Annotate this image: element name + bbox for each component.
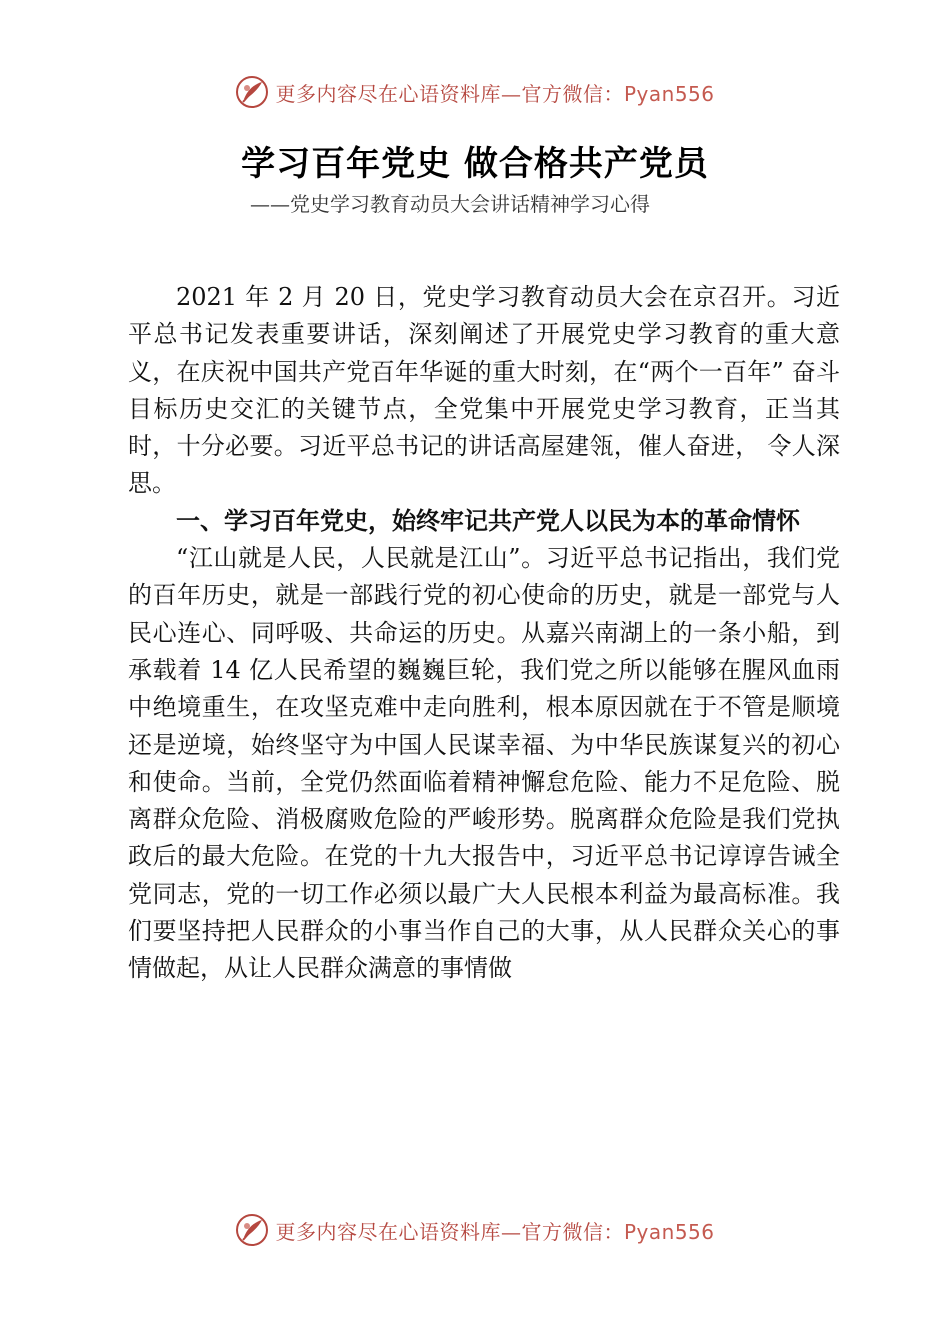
banner-text [275, 1216, 714, 1245]
quill-logo-icon [235, 1213, 269, 1247]
document-title: 学习百年党史 做合格共产党员 [241, 144, 709, 184]
document-body [128, 279, 840, 988]
wechat-id: Pyan556 [623, 1219, 715, 1244]
quill-logo-icon [235, 75, 269, 109]
document-subtitle: ——党史学习教育动员大会讲话精神学习心得 [250, 192, 650, 216]
section-heading-1: 一、学习百年党史，始终牢记共产党人以民为本的革命情怀 [176, 506, 800, 535]
wechat-id: Pyan556 [623, 81, 715, 106]
header-banner [0, 72, 950, 112]
footer-banner [0, 1210, 950, 1250]
paragraph-1: 2021 年 2 月 20 日，党史学习教育动员大会在京召开。习近平总书记发表重要讲话，深刻阐述了开展党史学习教育的重大意义，在庆祝中国共产党百年华诞的重大时刻，在“两个一百年” 奋斗目标历史交汇的关键节点，全党集中开展党史学习教育，正当其时，十分必要。习近平总书记的讲话高屋建瓴，催人奋进， 令人深思。 [128, 283, 840, 498]
banner-label: 更多内容尽在心语资料库—官方微信： [275, 1219, 624, 1244]
banner-label: 更多内容尽在心语资料库—官方微信： [275, 81, 624, 106]
banner-text [275, 78, 714, 107]
paragraph-2: “江山就是人民，人民就是江山”。习近平总书记指出，我们党的百年历史，就是一部践行党的初心使命的历史，就是一部党与人民心连心、同呼吸、共命运的历史。从嘉兴南湖上的一条小船，到承载着 14 亿人民希望的巍巍巨轮，我们党之所以能够在腥风血雨中绝境重生，在攻坚克难中走向胜利，根本原因就在于不管是顺境还是逆境，始终坚守为中国人民谋幸福、为中华民族谋复兴的初心和使命。当前，全党仍然面临着精神懈怠危险、能力不足危险、脱离群众危险、消极腐败危险的严峻形势。脱离群众危险是我们党执政后的最大危险。在党的十九大报告中，习近平总书记谆谆告诫全党同志，党的一切工作必须以最广大人民根本利益为最高标准。我们要坚持把人民群众的小事当作自己的大事，从人民群众关心的事情做起，从让人民群众满意的事情做 [128, 544, 840, 983]
